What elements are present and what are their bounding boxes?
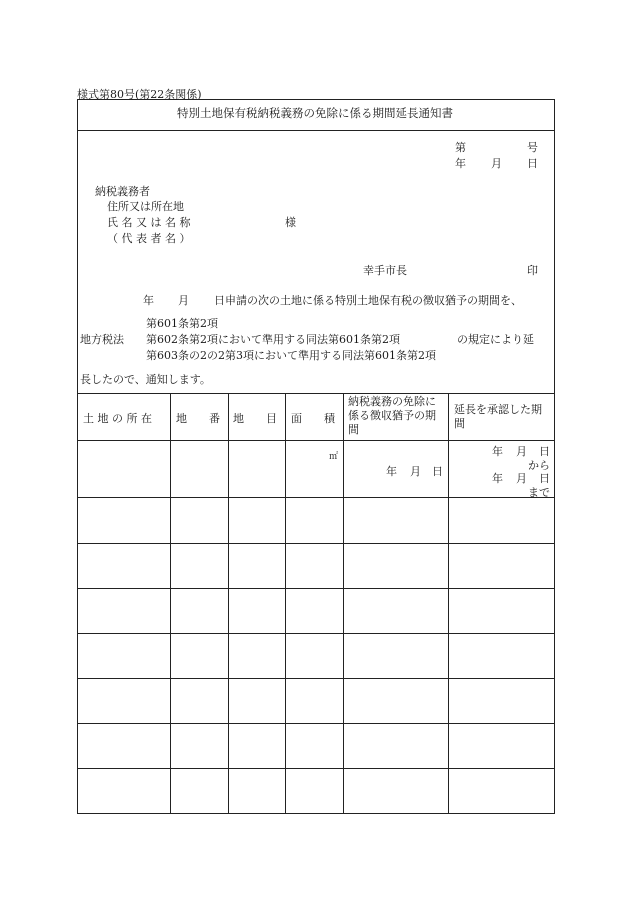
row-divider	[77, 723, 555, 724]
row-divider	[77, 678, 555, 679]
doc-no-suffix: 号	[527, 141, 538, 154]
header-land-category: 地 目	[233, 412, 277, 425]
law-option-3: 第603条の2の2第3項において準用する同法第601条第2項	[146, 349, 436, 362]
row-divider	[77, 768, 555, 769]
header-land-location: 土 地 の 所 在	[83, 412, 152, 425]
representative-label: （ 代 表 者 名 ）	[107, 232, 191, 245]
application-year: 年	[143, 294, 154, 307]
date-month: 月	[491, 157, 502, 170]
row-divider	[77, 543, 555, 544]
honorific-sama: 様	[285, 216, 296, 229]
doc-no-prefix: 第	[455, 141, 466, 154]
header-deferment-period: 納税義務の免除に係る徴収猶予の期間	[348, 395, 436, 436]
column-divider	[170, 393, 171, 814]
extended-from-year: 年	[492, 445, 503, 458]
area-unit: ㎡	[329, 452, 339, 462]
form-number: 様式第80号(第22条関係)	[77, 88, 202, 101]
title-divider	[77, 130, 555, 131]
provision-text: の規定により延	[457, 333, 534, 346]
table-header-border	[77, 440, 555, 441]
column-divider	[228, 393, 229, 814]
seal-mark: 印	[527, 264, 538, 277]
date-year: 年	[455, 157, 466, 170]
period-month: 月	[410, 465, 421, 478]
application-month: 月	[178, 294, 189, 307]
extended-from-suffix: から	[528, 459, 550, 472]
header-lot-number: 地 番	[176, 412, 220, 425]
extended-to-year: 年	[492, 472, 503, 485]
column-divider	[343, 393, 344, 814]
law-label: 地方税法	[80, 333, 124, 346]
extended-from-day: 日	[539, 445, 550, 458]
date-day: 日	[527, 157, 538, 170]
extended-to-month: 月	[516, 472, 527, 485]
extended-to-day: 日	[539, 472, 550, 485]
document-title: 特別土地保有税納税義務の免除に係る期間延長通知書	[177, 106, 453, 120]
period-year: 年	[386, 465, 397, 478]
issuer-name: 幸手市長	[363, 264, 407, 277]
period-day: 日	[432, 465, 443, 478]
application-text: 日申請の次の土地に係る特別土地保有税の徴収猶予の期間を、	[214, 294, 522, 307]
column-divider	[285, 393, 286, 814]
header-area: 面 積	[291, 412, 335, 425]
row-divider	[77, 633, 555, 634]
table-top-border	[77, 393, 555, 394]
closing-text: 長したので、通知します。	[80, 373, 211, 386]
column-divider	[448, 393, 449, 814]
law-option-2: 第602条第2項において準用する同法第601条第2項	[146, 333, 400, 346]
extended-from-month: 月	[516, 445, 527, 458]
name-label: 氏 名 又 は 名 称	[107, 216, 191, 229]
extended-to-suffix: まで	[528, 486, 550, 499]
address-label: 住所又は所在地	[107, 200, 184, 213]
row-divider	[77, 497, 555, 498]
taxpayer-heading: 納税義務者	[95, 185, 150, 198]
law-option-1: 第601条第2項	[146, 317, 218, 330]
header-extended-period: 延長を承認した期間	[454, 403, 542, 430]
row-divider	[77, 588, 555, 589]
